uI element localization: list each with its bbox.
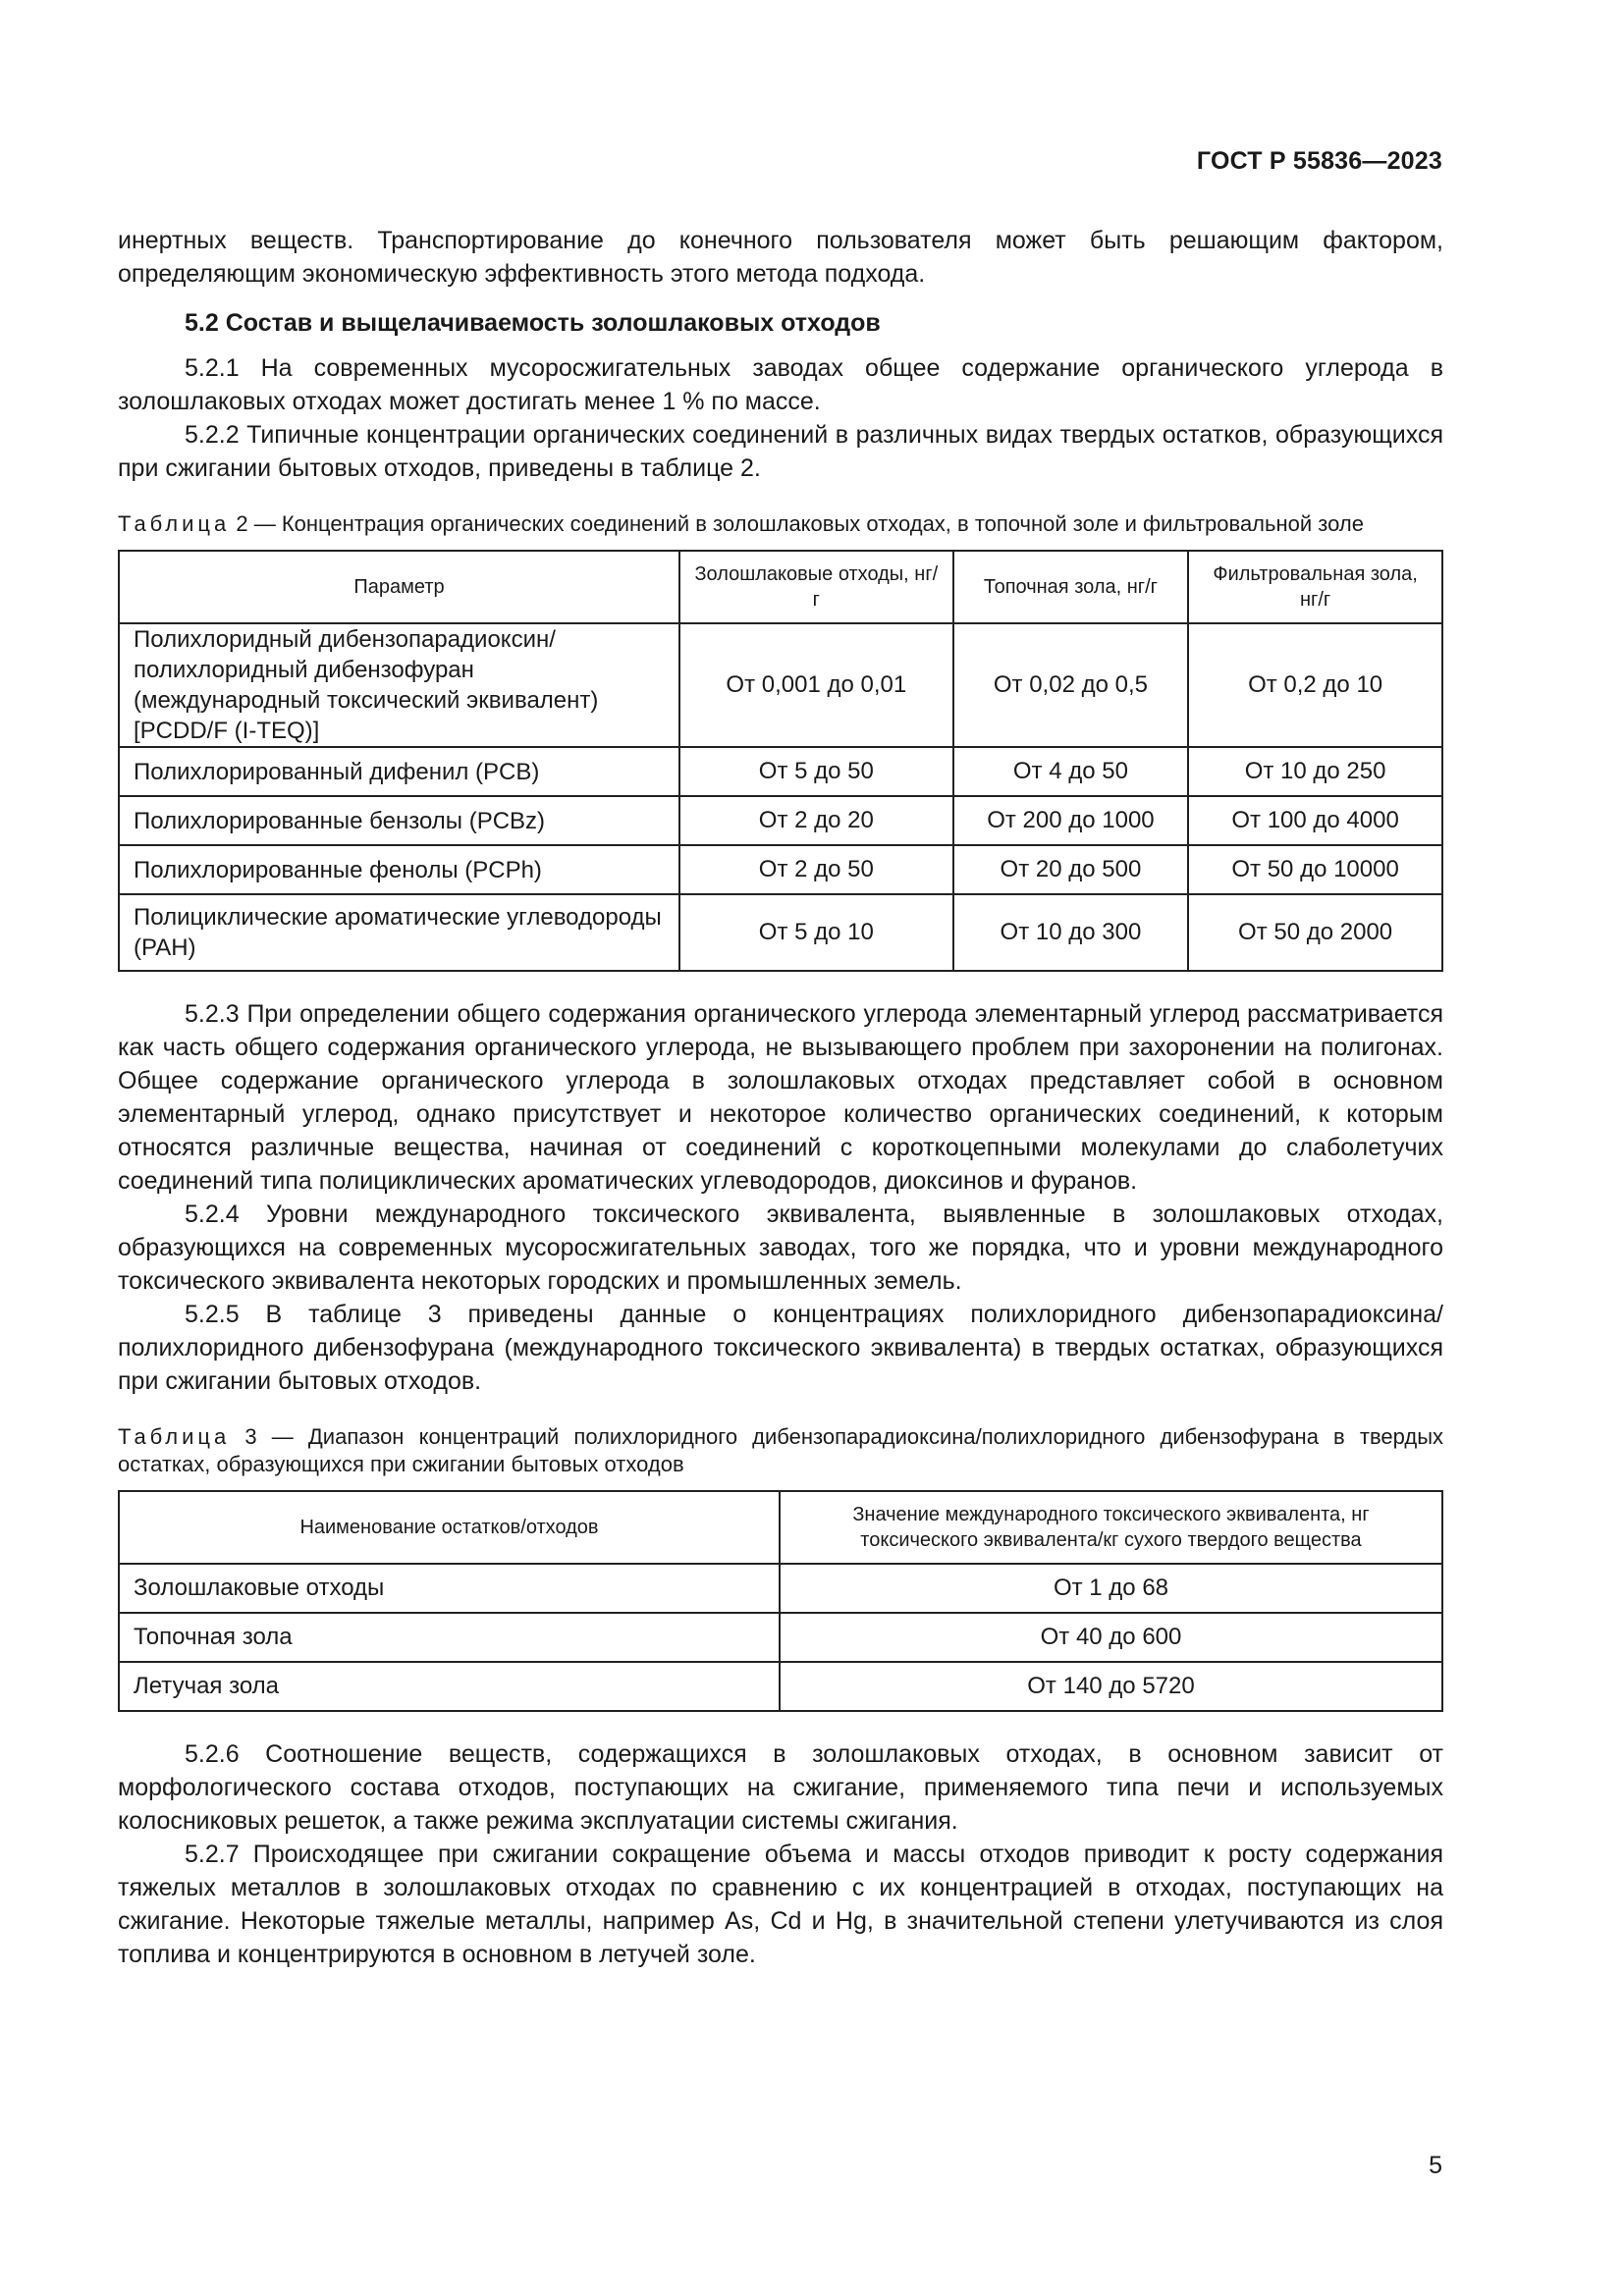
table-row	[119, 1613, 1442, 1662]
table-cell: От 10 до 250	[1188, 747, 1442, 796]
paragraph-5-2-3: 5.2.3 При определении общего содержания органического углерода элементарный углерод рассматривается как часть общего содержания органического углерода, не вызывающего проблем при захоронении на полигонах. Общее содержание органического углерода в золошлаковых отходах представляет собой в основном элементарный углерод, однако присутствует и некоторое количество органических соединений, к которым относятся различные вещества, начиная от соединений с короткоцепными молекулами до слаболетучих соединений типа полициклических ароматических углеводородов, диоксинов и фуранов.	[118, 1000, 1443, 1195]
table-2-caption-text: 2 — Концентрация органических соединений в золошлаковых отходах, в топочной золе и фильтровальной золе	[236, 511, 1364, 536]
section-heading: 5.2 Состав и выщелачиваемость золошлаковых отходов	[185, 309, 881, 337]
table-cell: От 100 до 4000	[1188, 796, 1442, 845]
table-row	[119, 894, 1442, 971]
table-cell: От 40 до 600	[780, 1613, 1442, 1662]
table-cell: Летучая зола	[119, 1662, 780, 1711]
paragraph-5-2-4: 5.2.4 Уровни международного токсического эквивалента, выявленные в золошлаковых отходах, образующихся на современных мусоросжигательных заводах, того же порядка, что и уровни международного токсического эквивалента некоторых городских и промышленных земель.	[118, 1201, 1443, 1295]
table-header-cell: Значение международного токсического эквивалента, нг токсического эквивалента/кг сухого твердого вещества	[780, 1491, 1442, 1564]
table-cell: Топочная зола	[119, 1613, 780, 1662]
table-header-cell: Золошлаковые отходы, нг/г	[679, 551, 953, 623]
table-2-caption	[118, 510, 1443, 538]
table-cell: От 10 до 300	[953, 894, 1189, 971]
document-designation: ГОСТ Р 55836—2023	[1196, 147, 1442, 175]
table-cell: Полихлорированные бензолы (PCBz)	[119, 796, 679, 845]
table-cell: От 2 до 50	[679, 845, 953, 894]
table-3-caption-label: Таблица	[118, 1424, 231, 1449]
table-cell: Полихлорированные фенолы (PCPh)	[119, 845, 679, 894]
table-cell: От 5 до 50	[679, 747, 953, 796]
table-header-cell: Фильтровальная зола, нг/г	[1188, 551, 1442, 623]
table-cell: От 50 до 2000	[1188, 894, 1442, 971]
table-cell: От 50 до 10000	[1188, 845, 1442, 894]
table-cell: От 20 до 500	[953, 845, 1189, 894]
table-header-row	[119, 1491, 1442, 1564]
table-3-caption-text: 3 — Диапазон концентраций полихлоридного дибензопарадиоксина/полихлоридного дибензофурана в твердых остатках, образующихся при сжигании бытовых отходов	[118, 1424, 1443, 1476]
table-cell: От 0,001 до 0,01	[679, 623, 953, 747]
paragraph-5-2-6: 5.2.6 Соотношение веществ, содержащихся в золошлаковых отходах, в основном зависит от морфологического состава отходов, поступающих на сжигание, применяемого типа печи и используемых колосниковых решеток, а также режима эксплуатации системы сжигания.	[118, 1740, 1443, 1835]
paragraph-continuation: инертных веществ. Транспортирование до конечного пользователя может быть решающим фактором, определяющим экономическую эффективность этого метода подхода.	[118, 227, 1443, 288]
table-row	[119, 1564, 1442, 1613]
table-row	[119, 747, 1442, 796]
table-cell: Полихлоридный дибензопарадиоксин/полихлоридный дибензофуран (международный токсический эквивалент) [PCDD/F (I-TEQ)]	[119, 623, 679, 747]
page-number: 5	[1429, 2152, 1442, 2179]
table-cell: От 0,02 до 0,5	[953, 623, 1189, 747]
table-row	[119, 845, 1442, 894]
table-cell: От 5 до 10	[679, 894, 953, 971]
page-content	[118, 224, 1443, 1971]
table-cell: От 2 до 20	[679, 796, 953, 845]
table-cell: Золошлаковые отходы	[119, 1564, 780, 1613]
paragraph-5-2-7: 5.2.7 Происходящее при сжигании сокращение объема и массы отходов приводит к росту содержания тяжелых металлов в золошлаковых отходах по сравнению с их концентрацией в отходах, поступающих на сжигание. Некоторые тяжелые металлы, например As, Cd и Hg, в значительной степени улетучиваются из слоя топлива и концентрируются в основном в летучей золе.	[118, 1841, 1443, 1968]
table-cell: Полихлорированный дифенил (PCB)	[119, 747, 679, 796]
table-cell: От 0,2 до 10	[1188, 623, 1442, 747]
table-3	[118, 1490, 1443, 1712]
table-cell: Полициклические ароматические углеводороды (PAH)	[119, 894, 679, 971]
table-2	[118, 550, 1443, 972]
table-cell: От 4 до 50	[953, 747, 1189, 796]
paragraph-5-2-5: 5.2.5 В таблице 3 приведены данные о концентрациях полихлоридного дибензопарадиоксина/полихлоридного дибензофурана (международного токсического эквивалента) в твердых остатках, образующихся при сжигании бытовых отходов.	[118, 1301, 1443, 1395]
table-row	[119, 796, 1442, 845]
table-cell: От 140 до 5720	[780, 1662, 1442, 1711]
table-header-cell: Наименование остатков/отходов	[119, 1491, 780, 1564]
table-row	[119, 1662, 1442, 1711]
table-header-cell: Параметр	[119, 551, 679, 623]
table-cell: От 200 до 1000	[953, 796, 1189, 845]
table-2-caption-label: Таблица	[118, 511, 231, 536]
table-header-cell: Топочная зола, нг/г	[953, 551, 1189, 623]
paragraph-5-2-1: 5.2.1 На современных мусоросжигательных заводах общее содержание органического углерода в золошлаковых отходах может достигать менее 1 % по массе.	[118, 354, 1443, 415]
table-header-row	[119, 551, 1442, 623]
table-3-caption	[118, 1423, 1443, 1478]
paragraph-5-2-2: 5.2.2 Типичные концентрации органических соединений в различных видах твердых остатков, образующихся при сжигании бытовых отходов, приведены в таблице 2.	[118, 421, 1443, 482]
table-row	[119, 623, 1442, 747]
table-cell: От 1 до 68	[780, 1564, 1442, 1613]
